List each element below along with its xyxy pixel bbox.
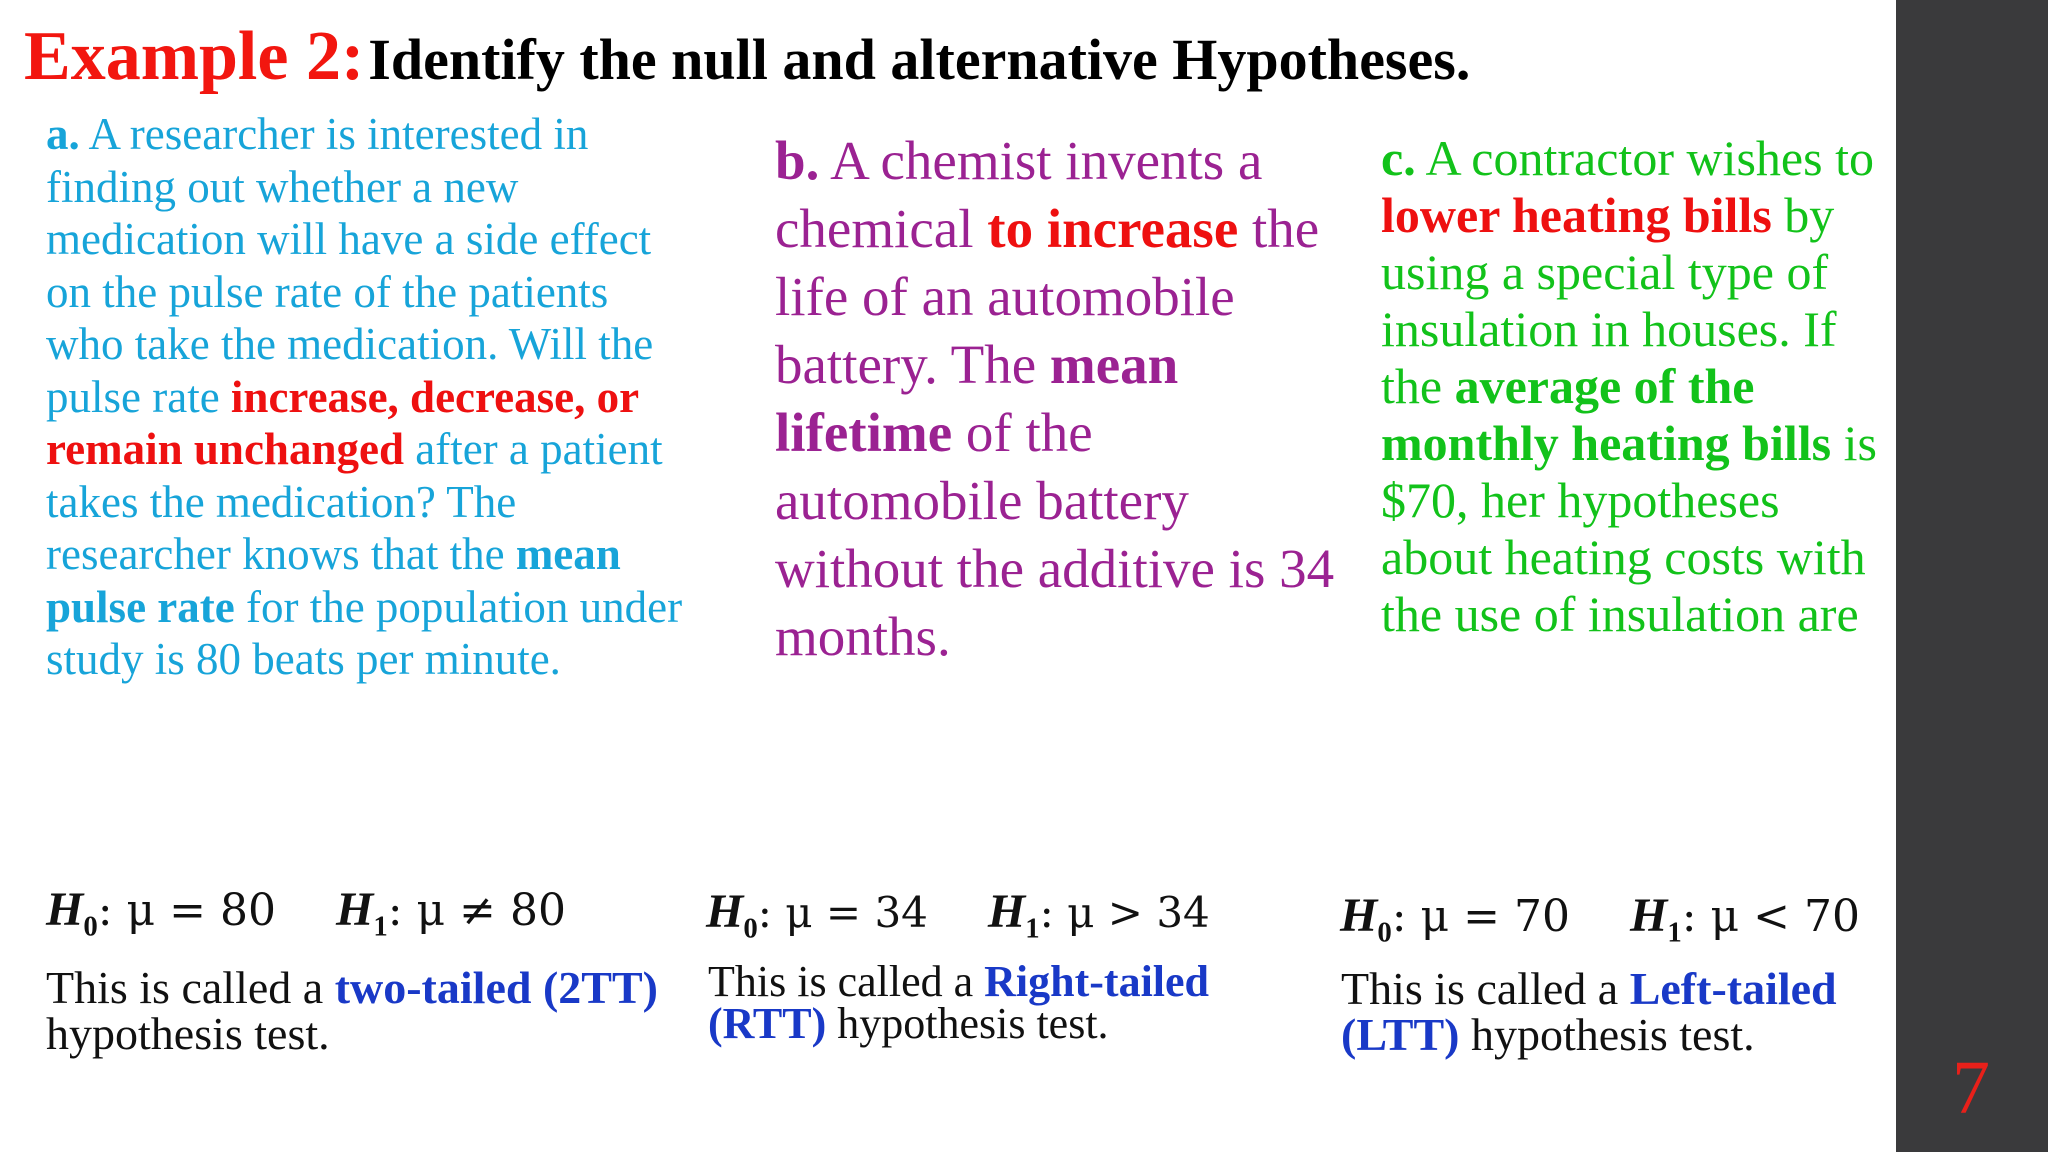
problem-a-text-3: for the population under study is 80 beats per minute. — [46, 581, 683, 684]
problem-c-text-2: by using a special type of insulation in houses. If the — [1381, 187, 1837, 414]
null-hypothesis-expression: : μ = 70 — [1391, 891, 1570, 942]
test-type-term: Right-tailed (RTT) — [708, 957, 1210, 1048]
null-hypothesis-expression: : μ = 34 — [757, 888, 928, 937]
problem-a-text-2: after a patient takes the medication? The researcher knows that the — [46, 424, 663, 579]
problem-b — [775, 127, 1335, 671]
problem-b-bold-term: mean lifetime — [775, 334, 1179, 463]
problem-b-text-2: the life of an automobile battery. The — [775, 198, 1320, 395]
problem-c-label: c. — [1381, 130, 1416, 186]
note-prefix: This is called a — [708, 957, 974, 1006]
test-type-term: Left-tailed (LTT) — [1341, 963, 1837, 1060]
note-suffix: hypothesis test. — [46, 1008, 330, 1059]
title-prefix: Example 2: — [24, 18, 365, 95]
problem-b-label: b. — [775, 130, 820, 191]
sidebar-panel — [1896, 0, 2048, 1152]
problem-a-label: a. — [46, 109, 80, 159]
problem-b-highlight: to increase — [987, 198, 1239, 259]
null-hypothesis-expression: : μ = 80 — [97, 885, 276, 936]
problem-a-text-1: A researcher is interested in finding out whether a new medication will have a side effect on the pulse rate of the patients who take the medication. Will the pulse rate — [46, 109, 654, 422]
problem-c-text-3: is $70, her hypotheses about heating costs with the use of insulation are — [1381, 415, 1877, 642]
note-prefix: This is called a — [1341, 963, 1619, 1014]
alternative-hypothesis-symbol: $H_1$ — [335, 883, 388, 943]
test-type-note-a — [46, 962, 666, 1059]
test-type-term: two-tailed (2TT) — [334, 962, 658, 1013]
slide-title — [24, 18, 1470, 95]
test-type-note-b — [708, 957, 1308, 1048]
problem-a-bold-term: mean pulse rate — [46, 529, 621, 632]
hypotheses-b — [706, 885, 1210, 945]
problem-c-bold-term: average of the monthly heating bills — [1381, 358, 1832, 471]
problem-c-text-1: A contractor wishes to — [1425, 130, 1874, 186]
problem-b-text-3: of the automobile battery without the additive is 34 months. — [775, 402, 1335, 667]
alternative-hypothesis-expression: : μ > 34 — [1039, 888, 1210, 937]
note-suffix: hypothesis test. — [837, 999, 1109, 1048]
alternative-hypothesis-symbol: $H_1$ — [987, 885, 1040, 945]
hypotheses-a — [46, 883, 566, 943]
null-hypothesis-symbol: $H_0$ — [706, 885, 758, 945]
problem-a-highlight: increase, decrease, or remain unchanged — [46, 371, 639, 474]
slide-number: 7 — [1952, 1046, 1990, 1130]
alternative-hypothesis-symbol: $H_1$ — [1629, 889, 1682, 949]
note-suffix: hypothesis test. — [1470, 1009, 1755, 1060]
problem-a — [46, 108, 686, 686]
hypotheses-c — [1340, 889, 1860, 949]
note-prefix: This is called a — [46, 962, 324, 1013]
test-type-note-c — [1341, 963, 1901, 1060]
null-hypothesis-symbol: $H_0$ — [1340, 889, 1392, 949]
problem-b-text-1: A chemist invents a chemical — [775, 130, 1263, 259]
null-hypothesis-symbol: $H_0$ — [46, 883, 98, 943]
alternative-hypothesis-expression: : μ ≠ 80 — [387, 885, 566, 936]
problem-c — [1381, 130, 1891, 643]
problem-c-highlight: lower heating bills — [1381, 187, 1772, 243]
alternative-hypothesis-expression: : μ < 70 — [1681, 891, 1860, 942]
title-text: Identify the null and alternative Hypotheses. — [368, 27, 1471, 92]
